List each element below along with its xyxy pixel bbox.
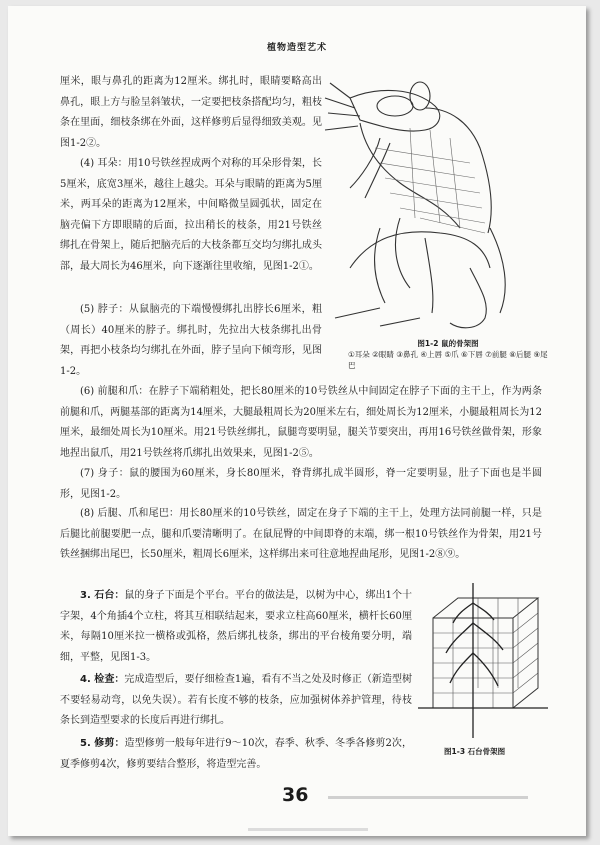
paragraph-eyes: 厘米，眼与鼻孔的距离为12厘米。绑扎时，眼睛要略高出鼻孔，眼上方与脸呈斜皱状，一定要把枝条搭配均匀，粗枝条在里面，细枝条绑在外面，这样修剪后显得细致美观。见图1-2②。 — [60, 76, 322, 149]
section-label-platform: 3. 石台： — [80, 590, 125, 601]
pruning-text: 造型修剪一般每年进行9～10次，春季、秋季、冬季各修剪2次，夏季修剪4次，修剪要结合整形，将造型完善。 — [60, 738, 412, 770]
fig-1-2-legend: ①耳朵 ②眼睛 ③鼻孔 ④上唇 ⑤爪 ⑥下唇 ⑦前腿 ⑧后腿 ⑨尾巴 — [348, 350, 548, 370]
paragraph-hind-legs: (8) 后腿、爪和尾巴：用长80厘米的10号铁丝，固定在身子下端的主干上，处理方法同前腿一样，只是后腿比前腿要肥一点，腿和爪要清晰明了。在鼠屁臀的中间即脊的末端，绑一根10号铁丝作为骨架，用21号铁丝捆绑出尾巴，长50厘米，粗周长6厘米，这样绑出来可往意地捏曲尾形，见图1-2⑧⑨。 — [60, 508, 542, 560]
section-label-inspection: 4. 检查： — [80, 674, 125, 685]
fig-1-2-title: 图1-2 鼠的骨架图 — [417, 339, 479, 348]
paragraph-stone-platform — [60, 586, 412, 668]
scan-noise-line — [328, 796, 528, 799]
paragraph-front-legs: (6) 前腿和爪：在脖子下端稍粗处，把长80厘米的10号铁丝从中间固定在脖子下面的主干上，作为两条前腿和爪，两腿基部的距离为14厘米，大腿最粗周长为20厘米左右，细处周长为12厘米，小腿最粗周长为12厘米，最细处周长为10厘米。用21号铁丝绑扎，鼠腿弯要明显，腿关节要突出，再用16号铁丝做骨架，形象地捏出鼠爪，用21号铁丝将爪绑扎出效果来，见图1-2⑤。 — [60, 386, 542, 459]
inspection-text: 完成造型后，要仔细检查1遍，看有不当之处及时修正（新造型树不要轻易动弯，以免失误）。若有长度不够的枝条，应加强树体养护管理，待枝条长到造型要求的长度后再进行绑扎。 — [60, 674, 412, 726]
running-header: 植物造型艺术 — [266, 43, 327, 53]
stone-platform-figure — [418, 578, 548, 740]
fig-1-3-caption: 图1-3 石台骨架图 — [444, 747, 506, 756]
paragraph-pruning — [60, 734, 412, 775]
paragraph-inspection — [60, 670, 412, 732]
rat-skeleton-figure — [320, 68, 560, 333]
paragraph-ears: (4) 耳朵：用10号铁丝捏成两个对称的耳朵形骨架，长5厘米，底宽3厘米，越往上越尖。耳朵与眼睛的距离为5厘米，两耳朵的距离为12厘米，中间略微呈圆弧状，固定在脑壳偏下方即眼睛的后面，拉出稍长的枝条，用21号铁丝绑扎在骨架上，随后把脑壳后的大枝条都互交均匀绑扎成头部，最大周长为46厘米，向下逐渐往里收缩，见图1-2①。 — [60, 158, 322, 272]
section-label-pruning: 5. 修剪： — [80, 738, 125, 749]
paragraph-body: (7) 身子：鼠的腰围为60厘米，身长80厘米，脊背绑扎成半圆形，脊一定要明显，肚子下面也是半圆形，见图1-2。 — [60, 468, 542, 500]
paragraph-neck: (5) 脖子：从鼠脑壳的下端慢慢绑扎出脖长6厘米，粗（周长）40厘米的脖子。绑扎时，先拉出大枝条绑扎出骨架，再把小枝条均匀绑扎在外面，脖子呈向下倾弯形，见图1-2。 — [60, 304, 322, 377]
scan-noise-line — [248, 828, 368, 831]
page-number: 36 — [282, 784, 309, 806]
platform-text: 鼠的身子下面是个平台。平台的做法是，以树为中心，绑出1个十字架，4个角插4个立柱，将其互相联结起来，要求立柱高60厘米，横杆长60厘米，每隔10厘米拉一横格或弧格，然后绑扎枝条，绑出的平台棱角要分明，端细，平整，见图1-3。 — [60, 590, 412, 663]
book-page — [8, 6, 586, 836]
fig-1-2-caption — [348, 338, 548, 371]
